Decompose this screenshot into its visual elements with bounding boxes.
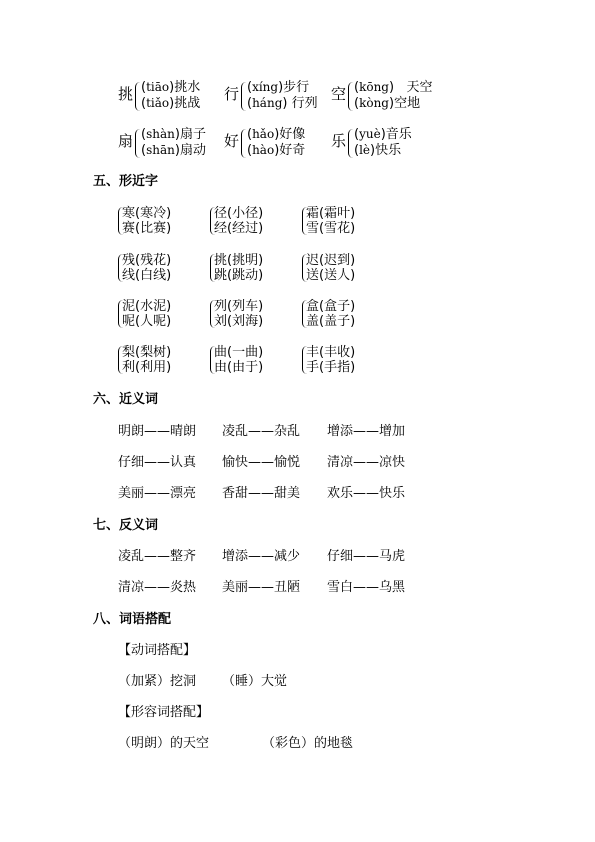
polyphone-char: 空 — [331, 85, 347, 103]
synonym-pair: 清凉——凉快 — [327, 455, 406, 470]
example-word: 好奇 — [279, 143, 306, 158]
synonym-pair: 凌乱——杂乱 — [222, 424, 301, 439]
example-word: 天空 — [406, 80, 433, 95]
antonym-pair: 凌乱——整齐 — [118, 549, 197, 564]
pinyin: yuè — [359, 127, 381, 141]
section-heading-collocation: 八、词语搭配 — [93, 612, 172, 627]
synonym-pair: 愉快——愉悦 — [222, 455, 301, 470]
pinyin: hǎo — [252, 127, 275, 141]
synonym-pair: 美丽——漂亮 — [118, 486, 197, 501]
antonym-pair: 增添——减少 — [222, 549, 301, 564]
pinyin: tiāo — [146, 80, 170, 94]
section-heading-antonyms: 七、反义词 — [93, 518, 159, 533]
pinyin: xíng — [252, 80, 279, 94]
example-word: 扇动 — [179, 143, 206, 158]
antonym-pair: 清凉——炎热 — [118, 580, 197, 595]
polyphone-char: 好 — [224, 132, 240, 150]
synonym-pair: 香甜——甜美 — [222, 486, 301, 501]
subheading-verb-collocation: 【动词搭配】 — [118, 643, 197, 658]
section-heading-similar-chars: 五、形近字 — [93, 174, 159, 189]
collocation-item: （明朗）的天空 — [118, 736, 210, 751]
example-word: 音乐 — [385, 127, 412, 142]
example-word: 快乐 — [375, 143, 402, 158]
example-word: 扇子 — [179, 127, 206, 142]
pinyin: tiǎo — [146, 96, 170, 110]
polyphone-char: 扇 — [118, 132, 134, 150]
collocation-item: （彩色）的地毯 — [262, 736, 354, 751]
pinyin: lè — [359, 143, 371, 157]
example-word: 挑水 — [174, 80, 201, 95]
collocation-item: （加紧）挖洞 — [118, 674, 197, 689]
example-word: 行列 — [291, 96, 318, 111]
synonym-pair: 增添——增加 — [327, 424, 406, 439]
pinyin: hào — [252, 143, 275, 157]
pinyin: háng — [252, 96, 283, 110]
synonym-pair: 欢乐——快乐 — [327, 486, 406, 501]
polyphone-char: 行 — [224, 85, 240, 103]
example-word: 空地 — [394, 96, 421, 111]
example-word: 挑战 — [174, 96, 201, 111]
pinyin: kōng — [359, 80, 389, 94]
pinyin: shàn — [146, 127, 175, 141]
section-heading-synonyms: 六、近义词 — [93, 392, 159, 407]
synonym-pair: 仔细——认真 — [118, 455, 197, 470]
antonym-pair: 雪白——乌黑 — [327, 580, 406, 595]
example-word: 好像 — [279, 127, 306, 142]
antonym-pair: 仔细——马虎 — [327, 549, 406, 564]
polyphone-char: 乐 — [331, 132, 347, 150]
example-word: 步行 — [283, 80, 310, 95]
synonym-pair: 明朗——晴朗 — [118, 424, 197, 439]
subheading-adjective-collocation: 【形容词搭配】 — [118, 705, 210, 720]
polyphone-char: 挑 — [118, 85, 134, 103]
collocation-item: （睡）大觉 — [222, 674, 288, 689]
pinyin: shān — [146, 143, 175, 157]
pinyin: kòng — [359, 96, 389, 110]
antonym-pair: 美丽——丑陋 — [222, 580, 301, 595]
